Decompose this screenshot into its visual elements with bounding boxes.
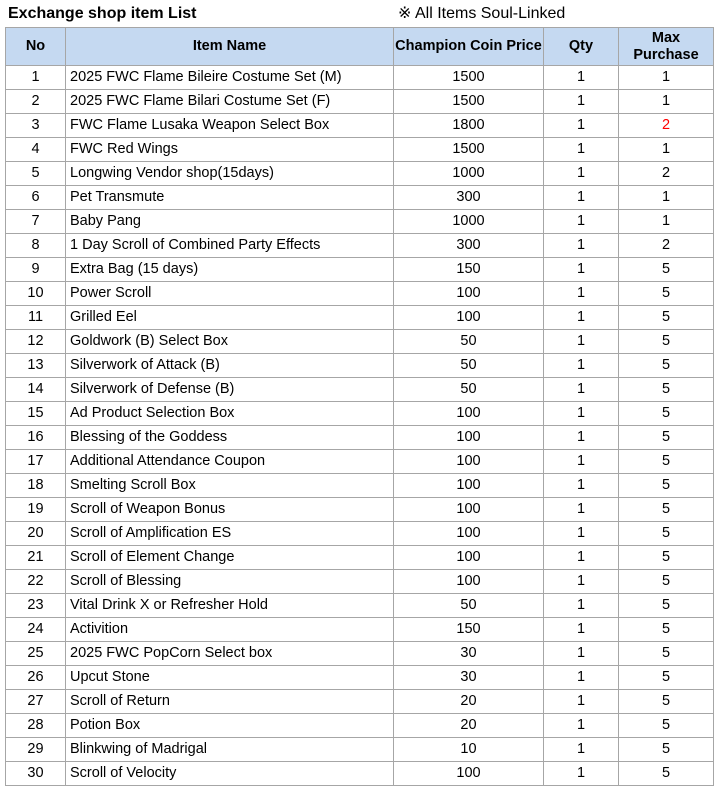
cell-max-purchase: 5 — [619, 666, 714, 690]
column-header-item-name: Item Name — [66, 28, 394, 66]
cell-item-name: Scroll of Return — [66, 690, 394, 714]
cell-item-name: Upcut Stone — [66, 666, 394, 690]
cell-item-name: Scroll of Weapon Bonus — [66, 498, 394, 522]
cell-price: 100 — [394, 450, 544, 474]
cell-price: 100 — [394, 474, 544, 498]
cell-max-purchase: 2 — [619, 234, 714, 258]
cell-item-name: Ad Product Selection Box — [66, 402, 394, 426]
cell-no: 13 — [6, 354, 66, 378]
cell-price: 100 — [394, 426, 544, 450]
cell-price: 100 — [394, 306, 544, 330]
table-row — [6, 210, 714, 234]
cell-max-purchase: 5 — [619, 474, 714, 498]
cell-price: 30 — [394, 666, 544, 690]
cell-qty: 1 — [544, 762, 619, 786]
table-row — [6, 162, 714, 186]
cell-item-name: FWC Flame Lusaka Weapon Select Box — [66, 114, 394, 138]
cell-no: 15 — [6, 402, 66, 426]
cell-price: 100 — [394, 570, 544, 594]
cell-no: 12 — [6, 330, 66, 354]
cell-max-purchase: 5 — [619, 450, 714, 474]
table-row — [6, 690, 714, 714]
table-row — [6, 738, 714, 762]
cell-max-purchase: 5 — [619, 594, 714, 618]
table-row — [6, 474, 714, 498]
cell-price: 100 — [394, 762, 544, 786]
cell-max-purchase: 5 — [619, 714, 714, 738]
table-row — [6, 618, 714, 642]
table-row — [6, 642, 714, 666]
cell-item-name: Longwing Vendor shop(15days) — [66, 162, 394, 186]
cell-price: 1000 — [394, 210, 544, 234]
column-header-qty: Qty — [544, 28, 619, 66]
cell-max-purchase: 1 — [619, 138, 714, 162]
cell-price: 100 — [394, 522, 544, 546]
table-row — [6, 762, 714, 786]
cell-qty: 1 — [544, 546, 619, 570]
cell-no: 23 — [6, 594, 66, 618]
cell-max-purchase: 1 — [619, 90, 714, 114]
table-row — [6, 90, 714, 114]
cell-price: 300 — [394, 186, 544, 210]
cell-max-purchase: 5 — [619, 522, 714, 546]
cell-item-name: Scroll of Blessing — [66, 570, 394, 594]
cell-no: 14 — [6, 378, 66, 402]
cell-item-name: Potion Box — [66, 714, 394, 738]
cell-max-purchase: 1 — [619, 186, 714, 210]
cell-item-name: Goldwork (B) Select Box — [66, 330, 394, 354]
cell-no: 25 — [6, 642, 66, 666]
cell-price: 100 — [394, 282, 544, 306]
cell-item-name: FWC Red Wings — [66, 138, 394, 162]
cell-qty: 1 — [544, 714, 619, 738]
cell-price: 150 — [394, 258, 544, 282]
table-row — [6, 114, 714, 138]
table-row — [6, 66, 714, 90]
table-row — [6, 186, 714, 210]
cell-qty: 1 — [544, 162, 619, 186]
cell-max-purchase: 1 — [619, 66, 714, 90]
cell-price: 300 — [394, 234, 544, 258]
cell-item-name: Scroll of Amplification ES — [66, 522, 394, 546]
column-header-max-purchase: Max Purchase — [619, 28, 714, 66]
cell-max-purchase: 5 — [619, 690, 714, 714]
cell-qty: 1 — [544, 234, 619, 258]
cell-max-purchase: 2 — [619, 114, 714, 138]
cell-price: 50 — [394, 378, 544, 402]
exchange-shop-table — [5, 27, 714, 786]
cell-qty: 1 — [544, 378, 619, 402]
cell-price: 20 — [394, 690, 544, 714]
cell-price: 50 — [394, 594, 544, 618]
cell-qty: 1 — [544, 474, 619, 498]
cell-price: 1500 — [394, 138, 544, 162]
cell-no: 28 — [6, 714, 66, 738]
cell-item-name: Scroll of Velocity — [66, 762, 394, 786]
cell-max-purchase: 5 — [619, 762, 714, 786]
table-header-row — [6, 28, 714, 66]
cell-max-purchase: 5 — [619, 282, 714, 306]
cell-max-purchase: 5 — [619, 330, 714, 354]
cell-no: 26 — [6, 666, 66, 690]
cell-qty: 1 — [544, 690, 619, 714]
cell-no: 18 — [6, 474, 66, 498]
cell-item-name: 2025 FWC Flame Bilari Costume Set (F) — [66, 90, 394, 114]
column-header-no: No — [6, 28, 66, 66]
table-body — [6, 66, 714, 786]
cell-qty: 1 — [544, 570, 619, 594]
cell-price: 1800 — [394, 114, 544, 138]
cell-no: 7 — [6, 210, 66, 234]
cell-max-purchase: 5 — [619, 570, 714, 594]
cell-item-name: Extra Bag (15 days) — [66, 258, 394, 282]
cell-qty: 1 — [544, 354, 619, 378]
table-row — [6, 258, 714, 282]
cell-item-name: 2025 FWC Flame Bileire Costume Set (M) — [66, 66, 394, 90]
cell-no: 19 — [6, 498, 66, 522]
table-row — [6, 498, 714, 522]
cell-price: 30 — [394, 642, 544, 666]
cell-price: 100 — [394, 402, 544, 426]
cell-no: 10 — [6, 282, 66, 306]
cell-item-name: Baby Pang — [66, 210, 394, 234]
table-row — [6, 402, 714, 426]
cell-item-name: Silverwork of Attack (B) — [66, 354, 394, 378]
cell-item-name: Vital Drink X or Refresher Hold — [66, 594, 394, 618]
cell-max-purchase: 5 — [619, 618, 714, 642]
cell-qty: 1 — [544, 642, 619, 666]
cell-max-purchase: 2 — [619, 162, 714, 186]
cell-price: 1500 — [394, 90, 544, 114]
cell-qty: 1 — [544, 450, 619, 474]
table-row — [6, 234, 714, 258]
cell-qty: 1 — [544, 522, 619, 546]
table-row — [6, 570, 714, 594]
cell-max-purchase: 5 — [619, 258, 714, 282]
table-row — [6, 666, 714, 690]
cell-item-name: Power Scroll — [66, 282, 394, 306]
cell-qty: 1 — [544, 258, 619, 282]
cell-item-name: Grilled Eel — [66, 306, 394, 330]
table-row — [6, 282, 714, 306]
cell-max-purchase: 5 — [619, 738, 714, 762]
cell-qty: 1 — [544, 138, 619, 162]
cell-price: 1000 — [394, 162, 544, 186]
cell-item-name: Activition — [66, 618, 394, 642]
table-row — [6, 378, 714, 402]
cell-max-purchase: 5 — [619, 546, 714, 570]
cell-item-name: Blessing of the Goddess — [66, 426, 394, 450]
table-row — [6, 354, 714, 378]
cell-no: 21 — [6, 546, 66, 570]
cell-item-name: Smelting Scroll Box — [66, 474, 394, 498]
cell-max-purchase: 1 — [619, 210, 714, 234]
table-row — [6, 306, 714, 330]
cell-price: 50 — [394, 330, 544, 354]
cell-item-name: Additional Attendance Coupon — [66, 450, 394, 474]
cell-no: 30 — [6, 762, 66, 786]
table-row — [6, 594, 714, 618]
cell-max-purchase: 5 — [619, 642, 714, 666]
cell-price: 150 — [394, 618, 544, 642]
page-title: Exchange shop item List — [8, 5, 197, 22]
cell-price: 20 — [394, 714, 544, 738]
cell-qty: 1 — [544, 186, 619, 210]
soul-linked-note: ※ All Items Soul-Linked — [398, 5, 566, 22]
cell-item-name: 2025 FWC PopCorn Select box — [66, 642, 394, 666]
cell-item-name: Blinkwing of Madrigal — [66, 738, 394, 762]
table-row — [6, 522, 714, 546]
cell-price: 50 — [394, 354, 544, 378]
table-row — [6, 138, 714, 162]
cell-qty: 1 — [544, 594, 619, 618]
cell-qty: 1 — [544, 90, 619, 114]
cell-no: 17 — [6, 450, 66, 474]
cell-item-name: Pet Transmute — [66, 186, 394, 210]
table-row — [6, 426, 714, 450]
cell-qty: 1 — [544, 666, 619, 690]
cell-no: 20 — [6, 522, 66, 546]
cell-item-name: Silverwork of Defense (B) — [66, 378, 394, 402]
cell-no: 9 — [6, 258, 66, 282]
cell-price: 100 — [394, 498, 544, 522]
cell-no: 1 — [6, 66, 66, 90]
cell-max-purchase: 5 — [619, 402, 714, 426]
cell-max-purchase: 5 — [619, 306, 714, 330]
cell-no: 3 — [6, 114, 66, 138]
cell-price: 10 — [394, 738, 544, 762]
cell-no: 5 — [6, 162, 66, 186]
column-header-price: Champion Coin Price — [394, 28, 544, 66]
cell-qty: 1 — [544, 282, 619, 306]
cell-no: 16 — [6, 426, 66, 450]
cell-price: 1500 — [394, 66, 544, 90]
cell-max-purchase: 5 — [619, 354, 714, 378]
cell-qty: 1 — [544, 330, 619, 354]
table-row — [6, 330, 714, 354]
cell-price: 100 — [394, 546, 544, 570]
table-row — [6, 714, 714, 738]
cell-qty: 1 — [544, 114, 619, 138]
cell-qty: 1 — [544, 306, 619, 330]
cell-max-purchase: 5 — [619, 426, 714, 450]
cell-qty: 1 — [544, 738, 619, 762]
cell-no: 6 — [6, 186, 66, 210]
cell-no: 8 — [6, 234, 66, 258]
cell-qty: 1 — [544, 618, 619, 642]
cell-no: 11 — [6, 306, 66, 330]
cell-max-purchase: 5 — [619, 378, 714, 402]
cell-no: 24 — [6, 618, 66, 642]
cell-max-purchase: 5 — [619, 498, 714, 522]
cell-qty: 1 — [544, 210, 619, 234]
table-row — [6, 450, 714, 474]
cell-no: 29 — [6, 738, 66, 762]
cell-no: 27 — [6, 690, 66, 714]
cell-qty: 1 — [544, 498, 619, 522]
cell-item-name: Scroll of Element Change — [66, 546, 394, 570]
cell-no: 22 — [6, 570, 66, 594]
cell-no: 4 — [6, 138, 66, 162]
cell-qty: 1 — [544, 66, 619, 90]
cell-qty: 1 — [544, 426, 619, 450]
cell-item-name: 1 Day Scroll of Combined Party Effects — [66, 234, 394, 258]
cell-qty: 1 — [544, 402, 619, 426]
table-row — [6, 546, 714, 570]
cell-no: 2 — [6, 90, 66, 114]
